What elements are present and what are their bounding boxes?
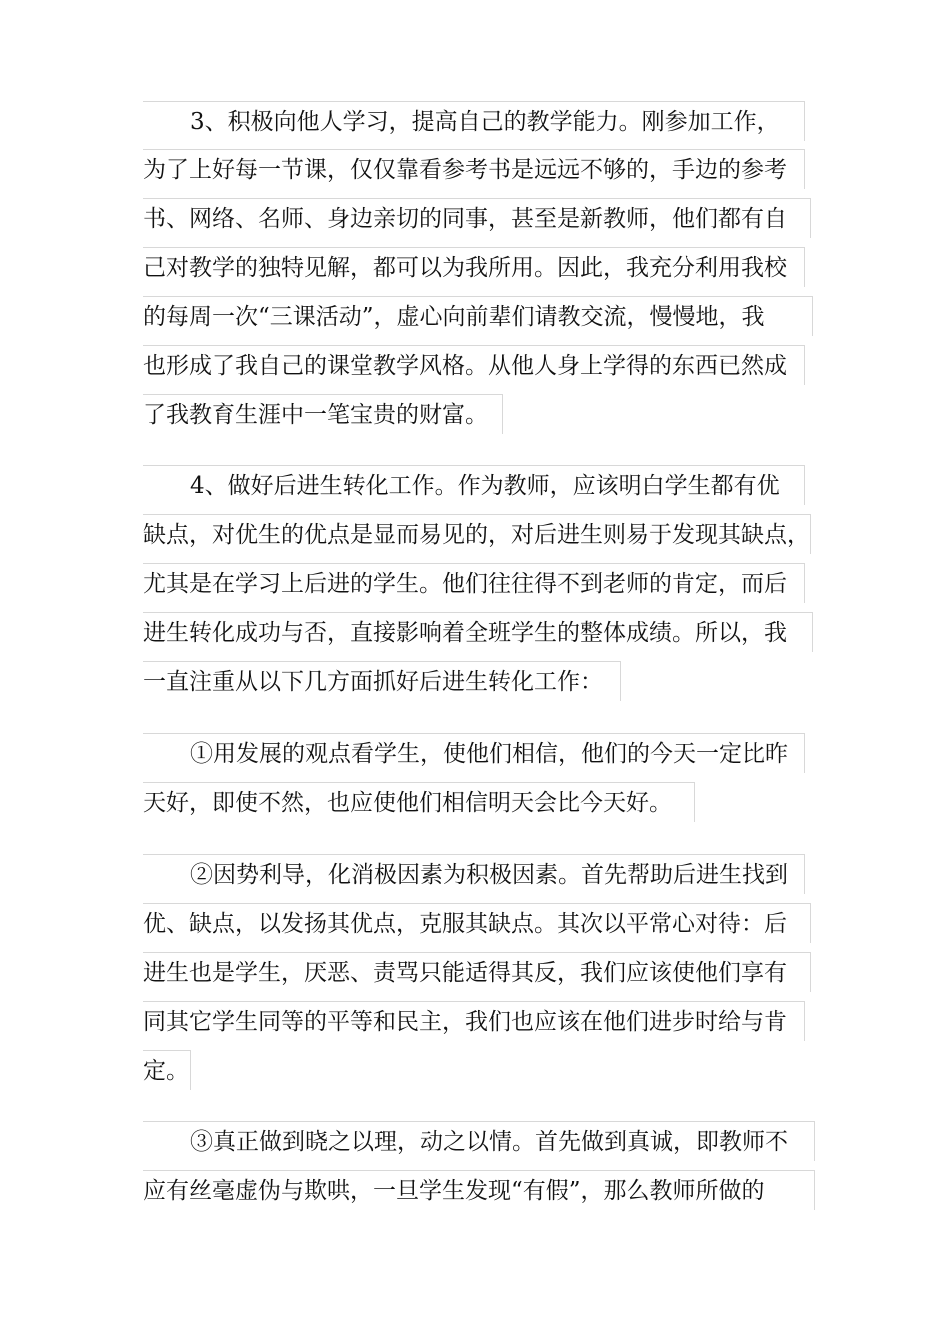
text-line: 3、积极向他人学习，提高自己的教学能力。刚参加工作， xyxy=(143,101,805,141)
text-line: 应有丝毫虚伪与欺哄，一旦学生发现“有假”，那么教师所做的 xyxy=(143,1170,815,1210)
text-line: 同其它学生同等的平等和民主，我们也应该在他们进步时给与肯 xyxy=(143,1001,805,1041)
text-line: ③真正做到晓之以理，动之以情。首先做到真诚，即教师不 xyxy=(143,1121,815,1161)
text-line: 4、做好后进生转化工作。作为教师，应该明白学生都有优 xyxy=(143,465,805,505)
text-line: 的每周一次“三课活动”，虚心向前辈们请教交流，慢慢地，我 xyxy=(143,296,813,336)
text-line: 一直注重从以下几方面抓好后进生转化工作： xyxy=(143,661,621,701)
text-line: 进生也是学生，厌恶、责骂只能适得其反，我们应该使他们享有 xyxy=(143,952,811,992)
text-line: 定。 xyxy=(143,1050,191,1090)
text-line: 天好，即使不然，也应使他们相信明天会比今天好。 xyxy=(143,782,695,822)
text-line: 尤其是在学习上后进的学生。他们往往得不到老师的肯定，而后 xyxy=(143,563,805,603)
text-line: ②因势利导，化消极因素为积极因素。首先帮助后进生找到 xyxy=(143,854,805,894)
text-line: 进生转化成功与否，直接影响着全班学生的整体成绩。所以，我 xyxy=(143,612,813,652)
text-line: 优、缺点，以发扬其优点，克服其缺点。其次以平常心对待：后 xyxy=(143,903,811,943)
text-line: 己对教学的独特见解，都可以为我所用。因此，我充分利用我校 xyxy=(143,247,805,287)
text-line: 也形成了我自己的课堂教学风格。从他人身上学得的东西已然成 xyxy=(143,345,805,385)
text-line: 书、网络、名师、身边亲切的同事，甚至是新教师，他们都有自 xyxy=(143,198,811,238)
text-line: 为了上好每一节课，仅仅靠看参考书是远远不够的，手边的参考 xyxy=(143,149,805,189)
text-line: 了我教育生涯中一笔宝贵的财富。 xyxy=(143,394,503,434)
text-line: 缺点，对优生的优点是显而易见的，对后进生则易于发现其缺点， xyxy=(143,514,811,554)
text-line: ①用发展的观点看学生，使他们相信，他们的今天一定比昨 xyxy=(143,733,805,773)
